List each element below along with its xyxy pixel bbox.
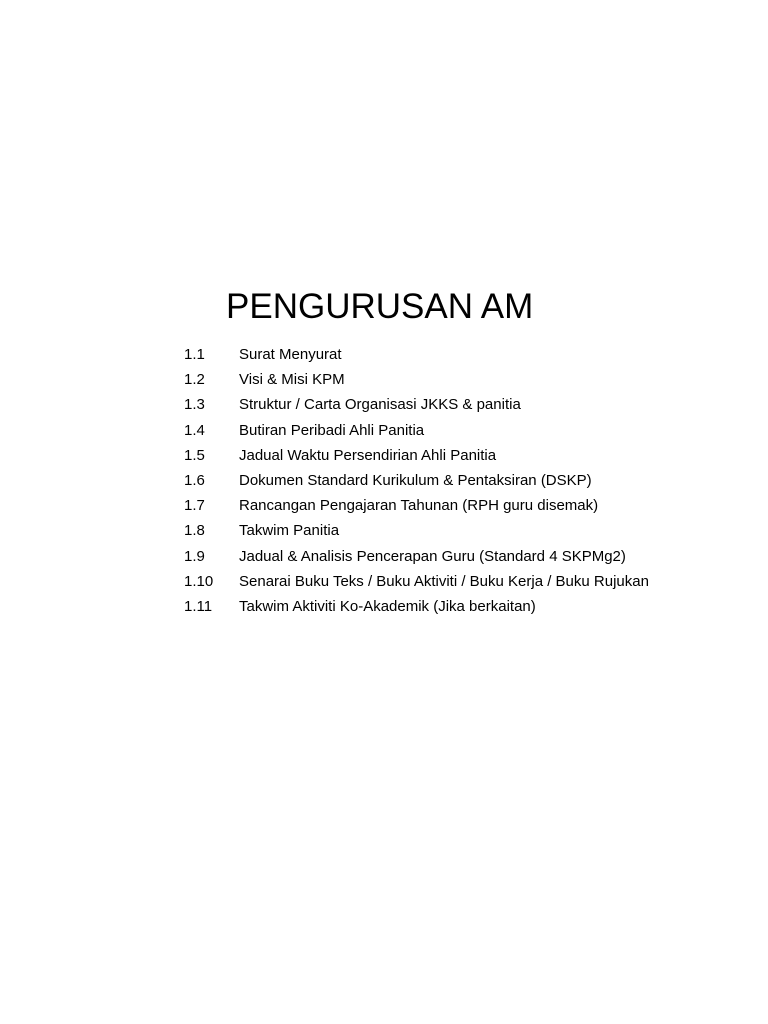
item-number: 1.10 bbox=[184, 572, 214, 590]
list-item bbox=[184, 443, 649, 468]
item-label: Dokumen Standard Kurikulum & Pentaksiran (DSKP) bbox=[239, 472, 592, 490]
item-number: 1.6 bbox=[184, 472, 205, 490]
list-item bbox=[184, 544, 649, 569]
contents-list bbox=[184, 342, 649, 619]
item-label: Rancangan Pengajaran Tahunan (RPH guru disemak) bbox=[239, 497, 599, 515]
item-number: 1.8 bbox=[184, 522, 205, 540]
item-number: 1.7 bbox=[184, 497, 205, 515]
item-number: 1.2 bbox=[184, 371, 205, 389]
item-number: 1.3 bbox=[184, 396, 205, 414]
item-label: Takwim Aktiviti Ko-Akademik (Jika berkaitan) bbox=[239, 597, 536, 615]
item-label: Surat Menyurat bbox=[239, 346, 342, 364]
page-title: PENGURUSAN AM bbox=[226, 287, 534, 326]
list-item bbox=[184, 493, 649, 518]
list-item bbox=[184, 367, 649, 392]
list-item bbox=[184, 392, 649, 417]
item-label: Struktur / Carta Organisasi JKKS & panitia bbox=[239, 396, 521, 414]
list-item bbox=[184, 468, 649, 493]
list-item bbox=[184, 342, 649, 367]
list-item bbox=[184, 518, 649, 543]
item-number: 1.1 bbox=[184, 346, 205, 364]
item-number: 1.5 bbox=[184, 446, 205, 464]
item-label: Takwim Panitia bbox=[239, 522, 340, 540]
item-number: 1.9 bbox=[184, 547, 205, 565]
list-item bbox=[184, 569, 649, 594]
item-label: Jadual Waktu Persendirian Ahli Panitia bbox=[239, 446, 497, 464]
item-label: Jadual & Analisis Pencerapan Guru (Standard 4 SKPMg2) bbox=[239, 547, 626, 565]
item-label: Visi & Misi KPM bbox=[239, 371, 345, 389]
item-number: 1.4 bbox=[184, 421, 205, 439]
list-item bbox=[184, 594, 649, 619]
item-number: 1.11 bbox=[184, 597, 213, 615]
item-label: Butiran Peribadi Ahli Panitia bbox=[239, 421, 425, 439]
list-item bbox=[184, 418, 649, 443]
item-label: Senarai Buku Teks / Buku Aktiviti / Buku Kerja / Buku Rujukan bbox=[239, 572, 649, 590]
